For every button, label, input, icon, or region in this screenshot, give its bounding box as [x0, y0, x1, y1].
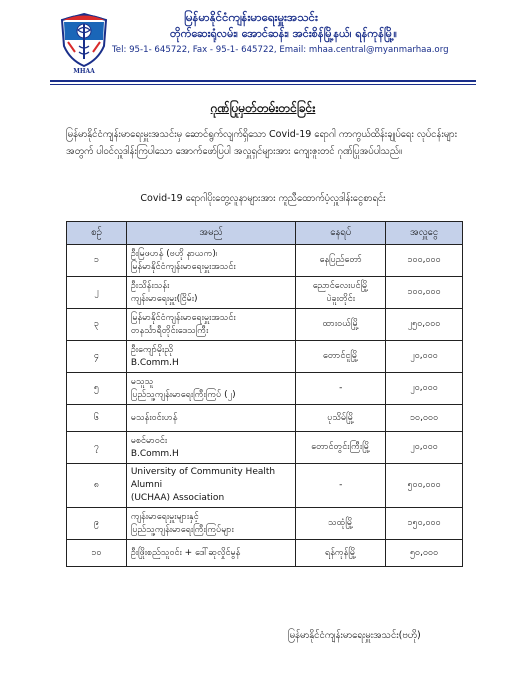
donor-place-line: -: [339, 383, 343, 393]
row-number: ၄: [67, 341, 127, 373]
donor-name-line: University of Community Health Alumni: [130, 467, 276, 490]
signature-line: မြန်မာနိုင်ငံကျန်းမာရေးမှူးအသင်း(ဗဟို): [288, 630, 421, 641]
donor-name-line: ကျန်းမာရေးမှူးများနှင့်: [130, 511, 199, 522]
table-row: [67, 277, 463, 309]
table-row: [67, 309, 463, 341]
donor-place: [296, 432, 386, 464]
donor-name-line: မသန်းဝင်းဟန်: [130, 412, 178, 423]
header-rule-thin: [50, 84, 476, 85]
donor-place: [296, 373, 386, 405]
donor-name-line: ဦးကျော်မိုးညို: [130, 344, 174, 355]
donor-place-line: တောင်တွင်းကြီးမြို့: [311, 442, 371, 452]
donation-amount: ၂၀,၀၀၀: [386, 373, 463, 405]
donor-place-line: -: [339, 480, 343, 490]
donor-place-line: ထားဝယ်မြို့: [322, 319, 359, 329]
donation-table: [66, 221, 463, 567]
donation-amount: ၁၀၀,၀၀၀: [386, 245, 463, 277]
column-header-no: စဉ်: [67, 222, 127, 245]
donor-place: [296, 405, 386, 432]
table-row: [67, 245, 463, 277]
donor-name-line: မစင်မာဝင်း: [130, 435, 168, 446]
donation-amount: ၅၀၀,၀၀၀: [386, 464, 463, 508]
donor-name-line: မြန်မာနိုင်ငံကျန်းမာရေးမှူးအသင်း: [130, 312, 236, 323]
organization-contact: Tel: 95-1- 645722, Fax - 95-1- 645722, Email: mhaa.central@myanmarhaa.org: [112, 45, 449, 55]
donor-name: [126, 373, 296, 405]
row-number: ၈: [67, 464, 127, 508]
logo-caption: MHAA: [73, 68, 95, 75]
donation-amount: ၁၅၀,၀၀၀: [386, 508, 463, 540]
donor-place-line: တောင်ငူမြို့: [323, 351, 359, 361]
donor-name: [126, 309, 296, 341]
donor-place-line: ညောင်လေးပင်မြို့: [312, 280, 369, 291]
donor-place-line: ပဲခူးတိုင်း: [326, 293, 355, 304]
donor-name-line: ပြည်သူ့ကျန်းမာရေးကြီးကြပ်များ: [130, 524, 234, 535]
row-number: ၅: [67, 373, 127, 405]
donor-name: [126, 405, 296, 432]
table-header-row: [67, 222, 463, 245]
donor-name-line: တနင်္သာရီတိုင်းဒေသကြီး: [130, 325, 209, 336]
donor-place-line: ပုသိမ်မြို့: [327, 412, 355, 423]
donor-name: [126, 464, 296, 508]
donor-place-line: သထုံမြို့: [327, 518, 354, 528]
donation-amount: ၁၀၀,၀၀၀: [386, 277, 463, 309]
donor-name: [126, 277, 296, 309]
donor-name: [126, 432, 296, 464]
donor-name-line: (UCHAA) Association: [130, 493, 225, 503]
row-number: ၇: [67, 432, 127, 464]
mhaa-logo: [58, 12, 110, 68]
donor-name-line: ဦးဖြိုးစည်သူဝင်း + ဒေါ်ဆုလှိုင်မွန်: [130, 547, 241, 558]
donor-place: [296, 277, 386, 309]
donor-name: [126, 508, 296, 540]
donor-name: [126, 540, 296, 567]
column-header-amount: အလှူငွေ: [386, 222, 463, 245]
donor-place-line: နေပြည်တော်: [319, 255, 362, 265]
donor-name-line: B.Comm.H: [130, 357, 179, 368]
table-row: [67, 432, 463, 464]
row-number: ၉: [67, 508, 127, 540]
donation-amount: ၅၀,၀၀၀: [386, 540, 463, 567]
donation-amount: ၂၀,၀၀၀: [386, 432, 463, 464]
donor-place: [296, 540, 386, 567]
table-caption: Covid-19 ရောဂါပိုးတွေ့လူနာများအား ကူညီထောက်ပံ့လှူဒါန်းငွေစာရင်း: [140, 193, 386, 204]
donor-place: [296, 309, 386, 341]
donor-place: [296, 245, 386, 277]
donation-amount: ၂၅၀,၀၀၀: [386, 309, 463, 341]
table-row: [67, 405, 463, 432]
donor-name: [126, 245, 296, 277]
donor-place: [296, 508, 386, 540]
donor-name: [126, 341, 296, 373]
row-number: ၁၀: [67, 540, 127, 567]
table-row: [67, 464, 463, 508]
donor-name-line: ပြည်သူ့ကျန်းမာရေးကြီးကြပ် (၂): [130, 389, 236, 400]
donor-name-line: ဦးမြဖဟန် (ဗဟို နာယက)၊: [130, 248, 218, 259]
donor-name-line: ဦးသိန်းသန်း: [130, 280, 170, 291]
header-rule: [50, 80, 476, 82]
table-row: [67, 508, 463, 540]
row-number: ၆: [67, 405, 127, 432]
organization-name: မြန်မာနိုင်ငံကျန်းမာရေးမှူးအသင်း: [184, 10, 318, 24]
donor-name-line: B.Comm.H: [130, 448, 179, 459]
donor-place: [296, 464, 386, 508]
donation-amount: ၁၀,၀၀၀: [386, 405, 463, 432]
document-title: ဂုဏ်ပြုမှတ်တမ်းတင်ခြင်း: [210, 101, 316, 115]
table-row: [67, 540, 463, 567]
organization-address: တိုက်ဆေးရုံလမ်း၊ အောင်ဆန်း၊ အင်းစိန်မြို့နယ်၊ ရန်ကုန်မြို့။: [170, 27, 397, 40]
donor-name-line: ကျန်းမာရေးမှူး(ငြိမ်း): [130, 293, 198, 304]
table-row: [67, 341, 463, 373]
row-number: ၁: [67, 245, 127, 277]
donor-place-line: ရန်ကုန်မြို့: [325, 547, 357, 558]
body-paragraph: မြန်မာနိုင်ငံကျန်းမာရေးမှူးအသင်းမှ ဆောင်ရွက်လျက်ရှိသော Covid-19 ရောဂါ ကာကွယ်ထိန်းချုပ်ရေး လုပ်ငန်းများအတွက် ပါဝင်လှူဒါန်းကြပါသော အောက်ဖော်ပြပါ အလှူရှင်များအား ကျေးဇူးတင် ဂုဏ်ပြုအပ်ပါသည်။: [66, 129, 457, 157]
column-header-place: နေရပ်: [296, 222, 386, 245]
row-number: ၃: [67, 309, 127, 341]
row-number: ၂: [67, 277, 127, 309]
donor-place: [296, 341, 386, 373]
donor-name-line: မသူသူ: [130, 376, 154, 387]
column-header-name: အမည်: [126, 222, 296, 245]
donation-amount: ၂၀,၀၀၀: [386, 341, 463, 373]
donor-name-line: မြန်မာနိုင်ငံကျန်းမာရေးမှူးအသင်း: [130, 261, 236, 272]
table-row: [67, 373, 463, 405]
